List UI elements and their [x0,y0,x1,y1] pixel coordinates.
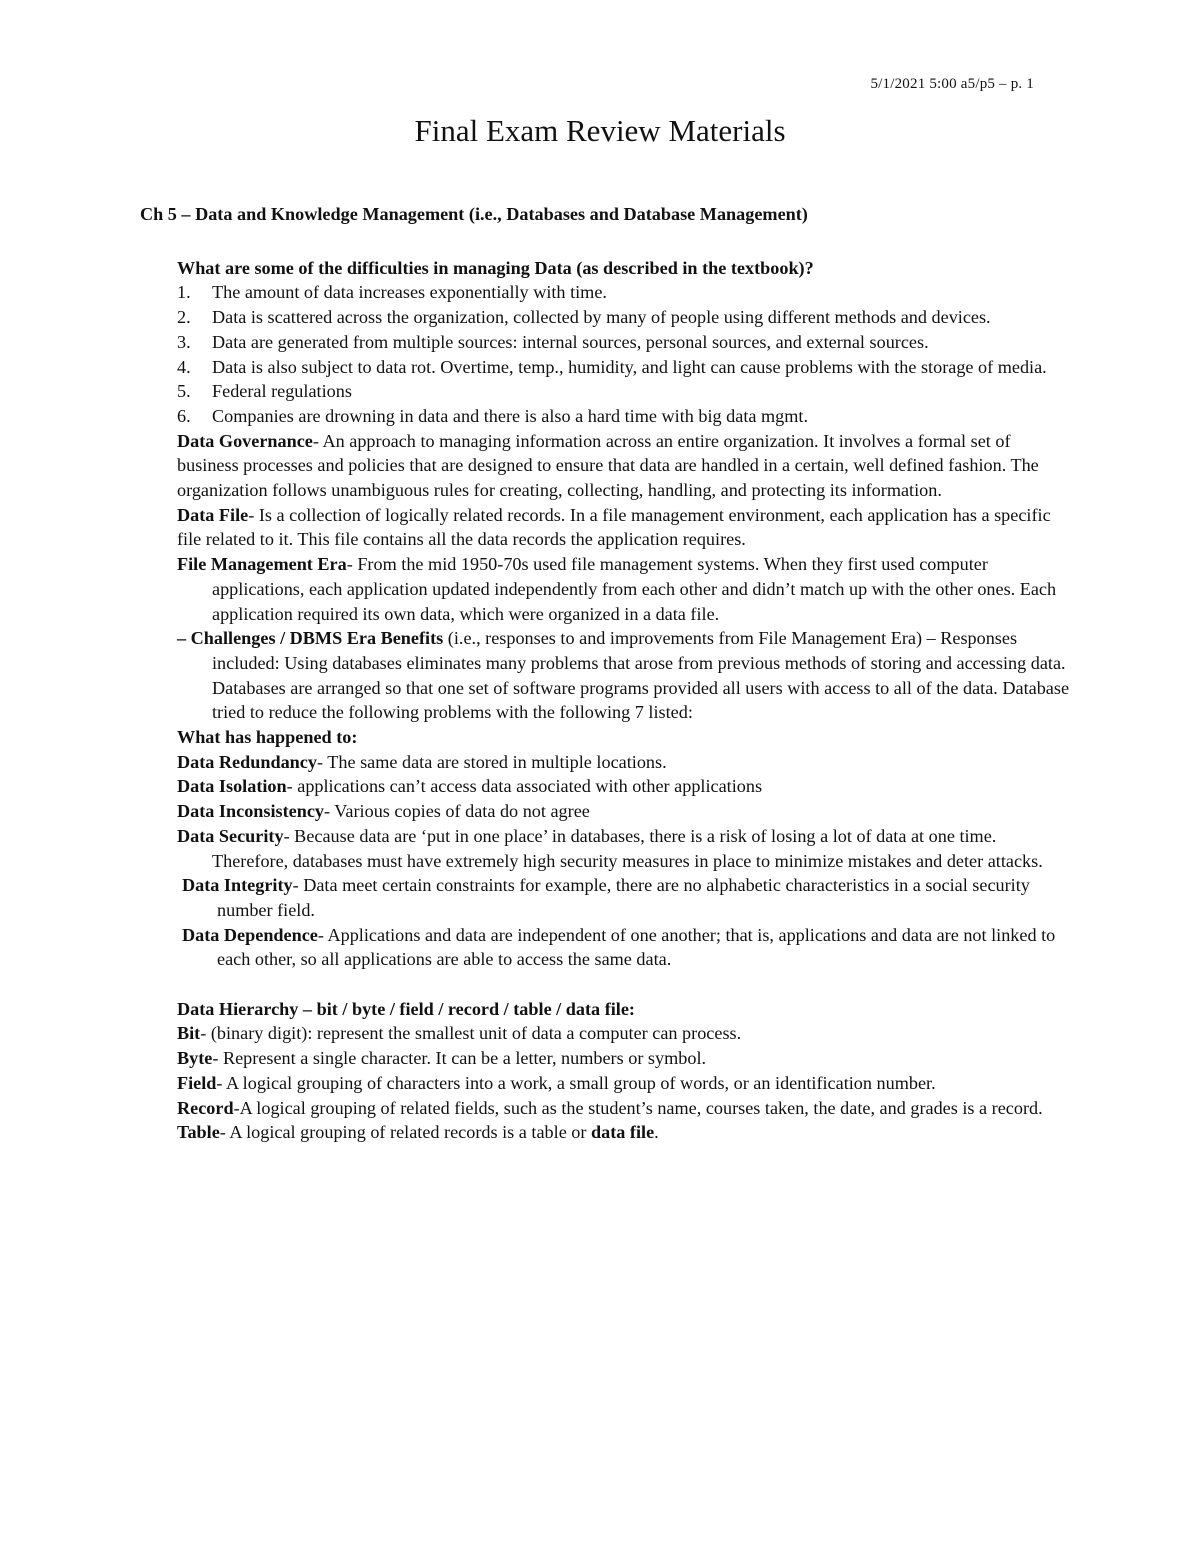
definition-data-redundancy: Data Redundancy- The same data are stored in multiple locations. [177,751,667,772]
definition-data-file: Data File- Is a collection of logically related records. In a file management environment, each application has a specific file related to it. This file contains all the data records the application requires. [177,504,1051,550]
page-title: Final Exam Review Materials [414,113,786,148]
chapter-heading: Ch 5 – Data and Knowledge Management (i.e., Databases and Database Management) [140,204,808,224]
what-happened-heading: What has happened to: [177,727,358,748]
definition-data-inconsistency: Data Inconsistency- Various copies of data do not agree [177,801,590,822]
list-item: 1. The amount of data increases exponentially with time. [177,282,607,303]
definition-data-dependence: Data Dependence- Applications and data are independent of one another; that is, applications and data are not linked to each other, so all applications are able to access the same data. [182,924,1056,970]
definition-byte: Byte- Represent a single character. It can be a letter, numbers or symbol. [177,1048,707,1069]
definition-challenges: – Challenges / DBMS Era Benefits (i.e., responses to and improvements from File Management Era) – Responses included: Using databases eliminates many problems that arose from previous methods of storing and accessing data. Databases are arranged so that one set of software programs provided all users with access to all of the data. Database tried to reduce the following problems with the following 7 listed: [177,628,1070,723]
document-body [140,202,1070,1145]
chapter-section [140,256,1070,1145]
definition-data-governance: Data Governance- An approach to managing information across an entire organization. It involves a formal set of business processes and policies that are designed to ensure that data are handled in a certain, well defined fashion. The organization follows unambiguous rules for creating, collecting, handling, and protecting its information. [177,430,1039,501]
definition-field: Field- A logical grouping of characters into a work, a small group of words, or an identification number. [177,1072,936,1093]
difficulties-question: What are some of the difficulties in managing Data (as described in the textbook)? [177,257,814,278]
list-item: 6. Companies are drowning in data and there is also a hard time with big data mgmt. [177,405,808,426]
definition-file-management-era: File Management Era- From the mid 1950-70s used file management systems. When they first used computer applications, each application updated independently from each other and didn’t match up with the other ones. Each application required its own data, which were organized in a data file. [177,554,1057,624]
definition-bit: Bit- (binary digit): represent the smallest unit of data a computer can process. [177,1023,742,1044]
list-item: 5. Federal regulations [177,381,352,402]
difficulties-list [177,280,1070,428]
page-header-info: 5/1/2021 5:00 a5/p5 – p. 1 [870,76,1034,92]
list-item: 4. Data is also subject to data rot. Overtime, temp., humidity, and light can cause problems with the storage of media. [177,356,1047,377]
list-item: 3. Data are generated from multiple sources: internal sources, personal sources, and external sources. [177,331,929,352]
definition-table: Table- A logical grouping of related records is a table or data file. [177,1122,659,1143]
spacer [177,972,1070,997]
definition-data-security: Data Security- Because data are ‘put in one place’ in databases, there is a risk of losing a lot of data at one time. Therefore, databases must have extremely high security measures in place to minimize mistakes and deter attacks. [177,825,1043,871]
list-item: 2. Data is scattered across the organization, collected by many of people using different methods and devices. [177,307,991,328]
data-hierarchy-heading: Data Hierarchy – bit / byte / field / record / table / data file: [177,998,635,1019]
definition-record: Record-A logical grouping of related fields, such as the student’s name, courses taken, the date, and grades is a record. [177,1097,1043,1118]
definition-data-isolation: Data Isolation- applications can’t access data associated with other applications [177,776,763,797]
definition-data-integrity: Data Integrity- Data meet certain constraints for example, there are no alphabetic characteristics in a social security number field. [182,875,1030,920]
